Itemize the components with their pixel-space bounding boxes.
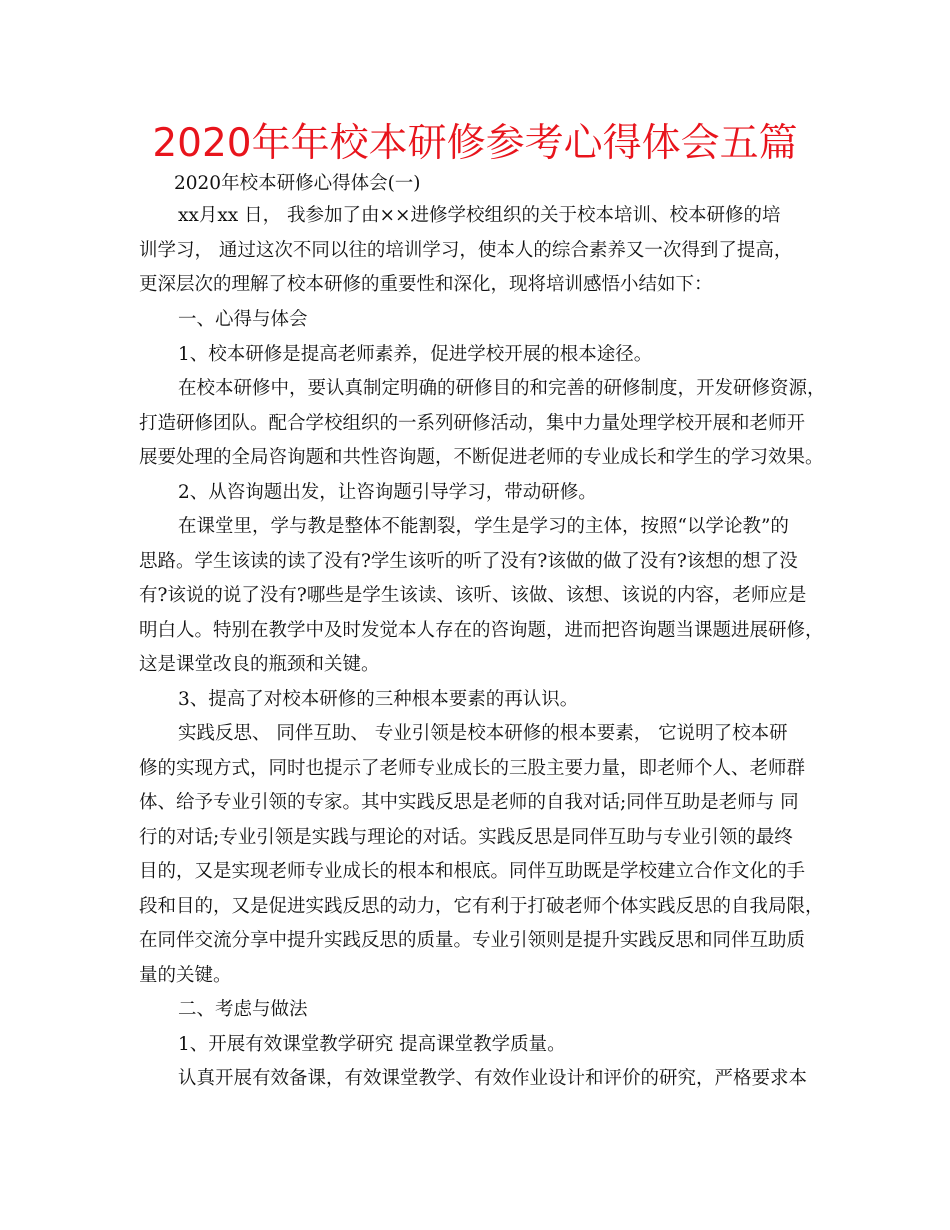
- paragraph-line: 这是课堂改良的瓶颈和关键。: [139, 654, 380, 675]
- paragraph-line: 体、给予专业引领的专家。其中实践反思是老师的自我对话;同伴互助是老师与 同: [139, 792, 799, 813]
- paragraph-line: 修的实现方式，同时也提示了老师专业成长的三股主要力量，即老师个人、老师群: [139, 758, 806, 779]
- paragraph-line: 训学习， 通过这次不同以往的培训学习，使本人的综合素养又一次得到了提高，: [139, 240, 793, 261]
- document-title: 2020年年校本研修参考心得体会五篇: [152, 121, 798, 166]
- paragraph-line: 明白人。特别在教学中及时发觉本人存在的咨询题，进而把咨询题当课题进展研修，: [139, 620, 824, 641]
- subsection-heading: 3、提高了对校本研修的三种根本要素的再认识。: [178, 689, 579, 710]
- subsection-heading: 1、开展有效课堂教学研究 提高课堂教学质量。: [178, 1034, 566, 1055]
- paragraph-line: 在同伴交流分享中提升实践反思的质量。专业引领则是提升实践反思和同伴互助质: [139, 930, 806, 951]
- paragraph-line: 有?该说的说了没有?哪些是学生该读、该听、该做、该想、该说的内容，老师应是: [139, 585, 807, 606]
- subtitle: 2020年校本研修心得体会(一): [174, 173, 421, 194]
- paragraph-line: 思路。学生该读的读了没有?学生该听的听了没有?该做的做了没有?该想的想了没: [139, 551, 798, 572]
- paragraph-line: 目的，又是实现老师专业成长的根本和根底。同伴互助既是学校建立合作文化的手: [139, 861, 806, 882]
- paragraph-line: 量的关键。: [139, 965, 232, 986]
- section-heading: 一、心得与体会: [178, 309, 308, 330]
- paragraph-line: 更深层次的理解了校本研修的重要性和深化，现将培训感悟小结如下：: [139, 274, 713, 295]
- paragraph-line: 打造研修团队。配合学校组织的一系列研修活动，集中力量处理学校开展和老师开: [139, 413, 806, 434]
- paragraph-line: 在课堂里，学与教是整体不能割裂，学生是学习的主体，按照“以学论教”的: [178, 516, 789, 537]
- paragraph-line: 实践反思、 同伴互助、 专业引领是校本研修的根本要素， 它说明了校本研: [178, 723, 788, 744]
- subsection-heading: 2、从咨询题出发，让咨询题引导学习，带动研修。: [178, 482, 597, 503]
- paragraph-line: 行的对话;专业引领是实践与理论的对话。实践反思是同伴互助与专业引领的最终: [139, 827, 793, 848]
- paragraph-line: xx月xx 日， 我参加了由××进修学校组织的关于校本培训、校本研修的培: [178, 205, 781, 226]
- paragraph-line: 认真开展有效备课，有效课堂教学、有效作业设计和评价的研究，严格要求本: [178, 1068, 808, 1089]
- paragraph-line: 段和目的，又是促进实践反思的动力，它有利于打破老师个体实践反思的自我局限，: [139, 896, 824, 917]
- paragraph-line: 在校本研修中，要认真制定明确的研修目的和完善的研修制度，开发研修资源，: [178, 378, 826, 399]
- paragraph-line: 展要处理的全局咨询题和共性咨询题，不断促进老师的专业成长和学生的学习效果。: [139, 447, 824, 468]
- section-heading: 二、考虑与做法: [178, 999, 308, 1020]
- subsection-heading: 1、校本研修是提高老师素养，促进学校开展的根本途径。: [178, 344, 653, 365]
